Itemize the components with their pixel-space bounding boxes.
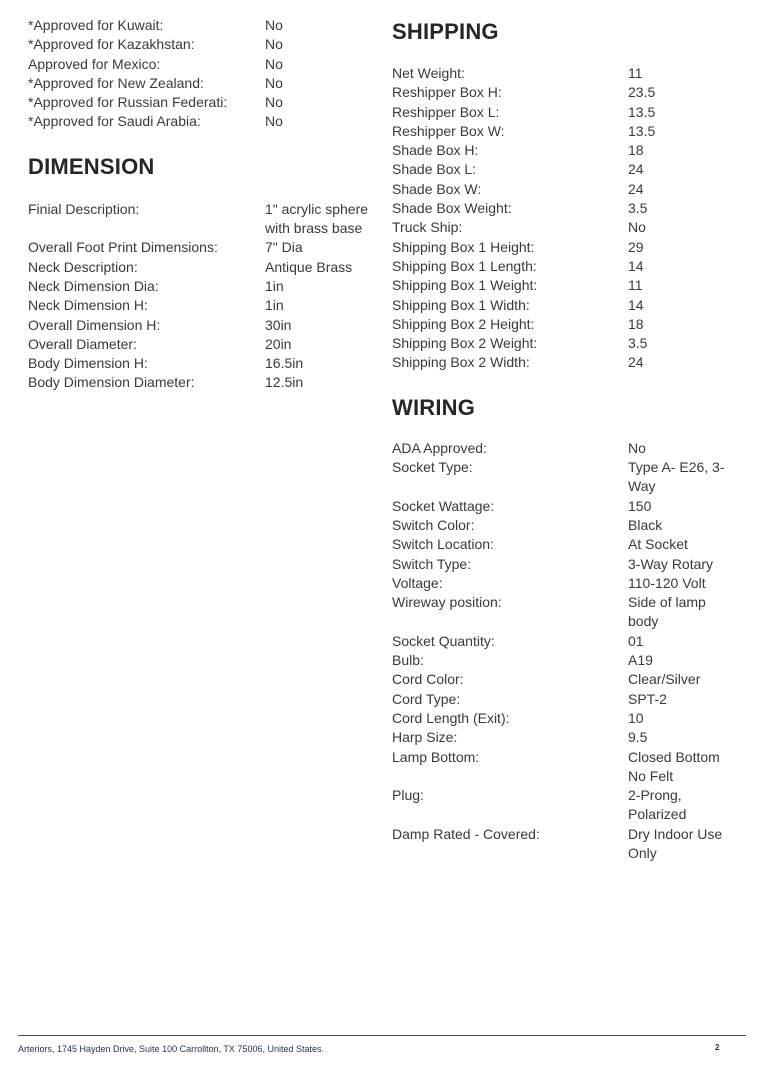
spec-row (28, 316, 373, 335)
spec-row (28, 354, 373, 373)
spec-row (392, 257, 742, 276)
spec-row (392, 276, 742, 295)
spec-value: 14 (628, 296, 644, 313)
footer-divider (18, 1035, 746, 1036)
spec-label: Overall Foot Print Dimensions: (28, 239, 218, 256)
footer-address: Arteriors, 1745 Hayden Drive, Suite 100 Carrollton, TX 75006, United States. (18, 1044, 324, 1054)
spec-value: 18 (628, 142, 644, 159)
spec-row (392, 199, 742, 218)
spec-label: ADA Approved: (392, 439, 487, 456)
spec-value: No (265, 36, 283, 53)
spec-label: Approved for Mexico: (28, 55, 161, 72)
spec-row (392, 334, 742, 353)
spec-label: *Approved for New Zealand: (28, 74, 204, 91)
spec-label: Shade Box W: (392, 180, 482, 197)
spec-value: 24 (628, 354, 644, 371)
spec-label: *Approved for Saudi Arabia: (28, 113, 201, 130)
spec-row (392, 238, 742, 257)
spec-label: Reshipper Box W: (392, 122, 505, 139)
spec-value: No (265, 94, 283, 111)
spec-value: 1in (265, 277, 284, 294)
spec-row (28, 74, 373, 93)
spec-label: Cord Length (Exit): (392, 709, 510, 726)
approvals-section (28, 16, 373, 132)
spec-value: 20in (265, 335, 292, 352)
spec-label: Cord Color: (392, 671, 464, 688)
spec-row (28, 335, 373, 354)
spec-label: Overall Dimension H: (28, 316, 161, 333)
spec-row (28, 55, 373, 74)
spec-row (392, 651, 742, 670)
spec-label: Shade Box L: (392, 161, 477, 178)
spec-value: No (265, 74, 283, 91)
spec-label: Neck Dimension Dia: (28, 277, 159, 294)
dimension-heading: DIMENSION (28, 153, 155, 179)
spec-row (28, 238, 373, 257)
spec-row (392, 786, 742, 825)
spec-row (28, 112, 373, 131)
spec-value: 110-120 Volt (628, 574, 706, 591)
spec-label: Shipping Box 2 Width: (392, 354, 530, 371)
spec-value: 14 (628, 257, 644, 274)
spec-label: Shipping Box 1 Height: (392, 238, 535, 255)
spec-row (392, 497, 742, 516)
left-column (28, 0, 373, 393)
spec-value: 3.5 (628, 200, 648, 217)
spec-value: Antique Brass (265, 258, 353, 275)
spec-value: 3-Way Rotary (628, 555, 714, 572)
spec-value: 29 (628, 238, 644, 255)
spec-row (392, 64, 742, 83)
spec-label: Shipping Box 1 Length: (392, 257, 537, 274)
spec-label: Switch Type: (392, 555, 472, 572)
spec-row (392, 83, 742, 102)
spec-label: Socket Wattage: (392, 497, 495, 514)
spec-label: Damp Rated - Covered: (392, 825, 540, 842)
spec-value: 9.5 (628, 729, 648, 746)
spec-value: 10 (628, 709, 644, 726)
spec-row (392, 315, 742, 334)
spec-value: Clear/Silver (628, 671, 701, 688)
spec-value: 16.5in (265, 355, 304, 372)
spec-value: 24 (628, 161, 644, 178)
spec-label: Switch Color: (392, 516, 475, 533)
spec-value: 150 (628, 497, 652, 514)
spec-label: Shipping Box 2 Weight: (392, 335, 538, 352)
spec-label: Reshipper Box H: (392, 84, 502, 101)
spec-label: Body Dimension H: (28, 355, 148, 372)
spec-row (28, 200, 373, 239)
spec-row (392, 555, 742, 574)
spec-value: 23.5 (628, 84, 656, 101)
spec-row (28, 35, 373, 54)
spec-label: Switch Location: (392, 536, 494, 553)
spec-label: *Approved for Kuwait: (28, 17, 164, 33)
spec-value: 30in (265, 316, 292, 333)
spec-value: 2-Prong, Polarized (628, 787, 687, 823)
spec-value: A19 (628, 652, 653, 669)
spec-value: No (265, 113, 283, 130)
spec-value: 01 (628, 632, 644, 649)
spec-row (28, 258, 373, 277)
spec-row (392, 218, 742, 237)
spec-value: 1" acrylic sphere with brass base (265, 200, 369, 237)
spec-value: No (628, 439, 646, 456)
spec-label: Neck Dimension H: (28, 297, 148, 314)
spec-row (392, 825, 742, 864)
spec-value: No (265, 17, 283, 33)
spec-value: SPT-2 (628, 690, 667, 707)
spec-label: Cord Type: (392, 690, 461, 707)
spec-row (392, 296, 742, 315)
wiring-heading: WIRING (392, 394, 476, 420)
spec-label: Neck Description: (28, 258, 138, 275)
spec-value: At Socket (628, 536, 688, 553)
spec-label: Body Dimension Diameter: (28, 374, 195, 391)
spec-label: Socket Type: (392, 459, 473, 476)
spec-label: Truck Ship: (392, 219, 463, 236)
spec-row (392, 160, 742, 179)
spec-label: Plug: (392, 787, 424, 804)
spec-row (28, 296, 373, 315)
spec-row (392, 690, 742, 709)
spec-value: 13.5 (628, 103, 656, 120)
spec-row (392, 141, 742, 160)
spec-label: Net Weight: (392, 65, 465, 81)
spec-label: Bulb: (392, 652, 424, 669)
spec-value: 24 (628, 180, 644, 197)
spec-row (28, 93, 373, 112)
spec-row (392, 670, 742, 689)
spec-label: Shade Box Weight: (392, 200, 512, 217)
spec-row (392, 748, 742, 787)
spec-label: Socket Quantity: (392, 632, 495, 649)
shipping-heading: SHIPPING (392, 19, 499, 44)
spec-row (392, 632, 742, 651)
right-column (392, 0, 742, 863)
spec-label: Finial Description: (28, 200, 140, 217)
spec-row (392, 122, 742, 141)
spec-row (392, 709, 742, 728)
spec-label: *Approved for Kazakhstan: (28, 36, 195, 53)
wiring-section (392, 394, 742, 864)
spec-value: 1in (265, 297, 284, 314)
spec-row (28, 373, 373, 392)
spec-row (28, 16, 373, 35)
spec-label: Overall Diameter: (28, 335, 137, 352)
spec-value: Dry Indoor Use Only (628, 825, 723, 861)
spec-row (392, 458, 742, 497)
spec-label: Voltage: (392, 574, 443, 591)
spec-value: No (628, 219, 646, 236)
dimension-section (28, 153, 373, 393)
spec-value: 11 (628, 277, 643, 294)
spec-label: Shipping Box 2 Height: (392, 315, 535, 332)
spec-value: 12.5in (265, 374, 304, 391)
spec-row (28, 277, 373, 296)
spec-label: Wireway position: (392, 594, 502, 611)
spec-value: 13.5 (628, 122, 656, 139)
spec-label: Harp Size: (392, 729, 458, 746)
spec-label: Shipping Box 1 Weight: (392, 277, 538, 294)
spec-value: Black (628, 516, 663, 533)
page-number: 2 (715, 1043, 720, 1052)
spec-row (392, 728, 742, 747)
spec-row (392, 574, 742, 593)
spec-row (392, 535, 742, 554)
spec-row (392, 180, 742, 199)
spec-value: 3.5 (628, 335, 648, 352)
spec-label: Lamp Bottom: (392, 748, 480, 765)
spec-label: Shipping Box 1 Width: (392, 296, 530, 313)
spec-row (392, 103, 742, 122)
spec-value: 18 (628, 315, 644, 332)
spec-value: Type A- E26, 3-Way (628, 459, 725, 495)
spec-value: Closed Bottom No Felt (628, 748, 720, 784)
spec-row (392, 593, 742, 632)
spec-label: *Approved for Russian Federati: (28, 94, 228, 111)
spec-value: 7" Dia (265, 239, 303, 256)
shipping-section (392, 18, 742, 373)
spec-value: 11 (628, 65, 643, 81)
spec-value: Side of lamp body (628, 594, 706, 630)
spec-row (392, 516, 742, 535)
spec-label: Reshipper Box L: (392, 103, 500, 120)
spec-row (392, 439, 742, 458)
spec-label: Shade Box H: (392, 142, 479, 159)
spec-row (392, 353, 742, 372)
spec-value: No (265, 55, 283, 72)
